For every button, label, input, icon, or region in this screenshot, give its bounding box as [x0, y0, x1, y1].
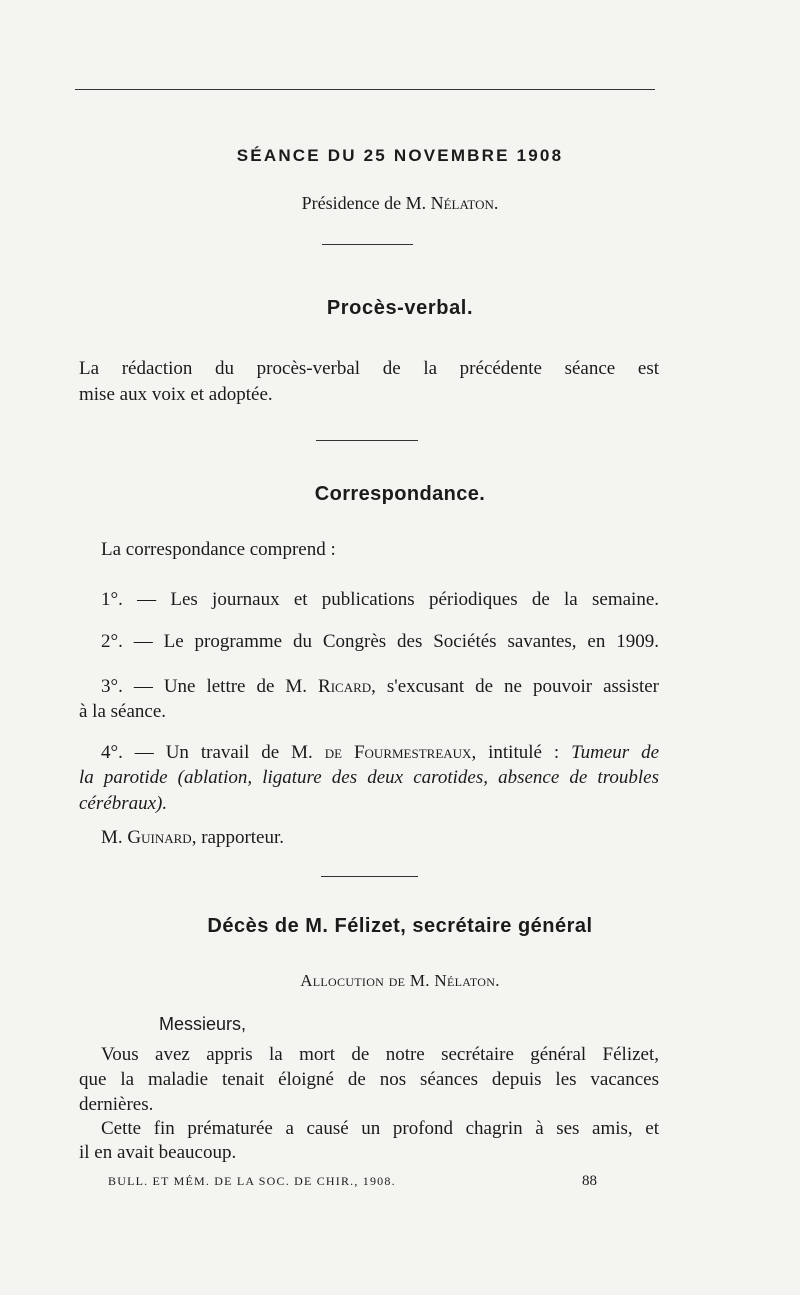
- correspondance-item-2: 2°. — Le programme du Congrès des Sociétés savantes, en 1909.: [101, 631, 659, 652]
- deces-subheading: [0, 971, 800, 991]
- session-title: SÉANCE DU 25 NOVEMBRE 1908: [236, 146, 564, 165]
- presidence-line: [0, 193, 800, 214]
- page-number: 88: [582, 1173, 597, 1189]
- item-4-title-start: Tumeur de: [571, 742, 660, 763]
- presidence-prefix: Présidence de M.: [301, 193, 431, 213]
- item-3-text-b: , s'excusant de ne pouvoir assister: [371, 676, 660, 697]
- rapporteur-prefix: M.: [101, 827, 128, 848]
- top-rule: [75, 89, 655, 90]
- deces-p1-line-1: Vous avez appris la mort de notre secrétaire général Félizet,: [101, 1044, 659, 1065]
- rapporteur-line: [101, 826, 284, 850]
- correspondance-item-4-line-1: [101, 741, 659, 765]
- salutation: Messieurs,: [159, 1014, 247, 1034]
- item-4-text-a: 4°. — Un travail de M.: [101, 742, 325, 763]
- divider-2: [316, 440, 418, 441]
- correspondance-item-4-line-3: cérébraux).: [79, 793, 168, 814]
- divider-1: [322, 244, 413, 245]
- proces-verbal-line-1: La rédaction du procès-verbal de la précédente séance est: [79, 358, 659, 379]
- correspondance-item-3-line-1: [101, 675, 659, 699]
- rapporteur-name: Guinard: [127, 827, 192, 848]
- divider-3: [321, 876, 418, 877]
- deces-p1-line-2: que la maladie tenait éloigné de nos séances depuis les vacances: [79, 1069, 659, 1090]
- allocution-suffix: .: [495, 971, 500, 990]
- item-3-name: Ricard: [318, 676, 372, 697]
- correspondance-heading: Correspondance.: [314, 483, 486, 505]
- correspondance-item-3-line-2: à la séance.: [79, 701, 167, 722]
- rapporteur-suffix: , rapporteur.: [191, 827, 285, 848]
- allocution-label: Allocution de M.: [300, 971, 435, 990]
- presidence-suffix: .: [493, 193, 499, 213]
- deces-p1-line-3: dernières.: [79, 1094, 154, 1115]
- item-4-name: de Fourmestreaux: [324, 742, 472, 763]
- deces-heading: Décès de M. Félizet, secrétaire général: [207, 915, 593, 937]
- footer-citation: BULL. ET MÉM. DE LA SOC. DE CHIR., 1908.: [108, 1174, 396, 1188]
- deces-p2-line-2: il en avait beaucoup.: [79, 1142, 237, 1163]
- allocution-name: Nélaton: [434, 971, 496, 990]
- item-4-text-b: , intitulé :: [471, 742, 572, 763]
- deces-p2-line-1: Cette fin prématurée a causé un profond chagrin à ses amis, et: [101, 1118, 659, 1139]
- president-name: Nélaton: [430, 193, 494, 213]
- correspondance-item-1: 1°. — Les journaux et publications périodiques de la semaine.: [101, 589, 659, 610]
- proces-verbal-heading: Procès-verbal.: [326, 297, 474, 319]
- item-3-text-a: 3°. — Une lettre de M.: [101, 676, 319, 697]
- correspondance-intro: La correspondance comprend :: [101, 539, 336, 560]
- correspondance-item-4-line-2: la parotide (ablation, ligature des deux carotides, absence de troubles: [79, 767, 659, 788]
- proces-verbal-line-2: mise aux voix et adoptée.: [79, 384, 273, 405]
